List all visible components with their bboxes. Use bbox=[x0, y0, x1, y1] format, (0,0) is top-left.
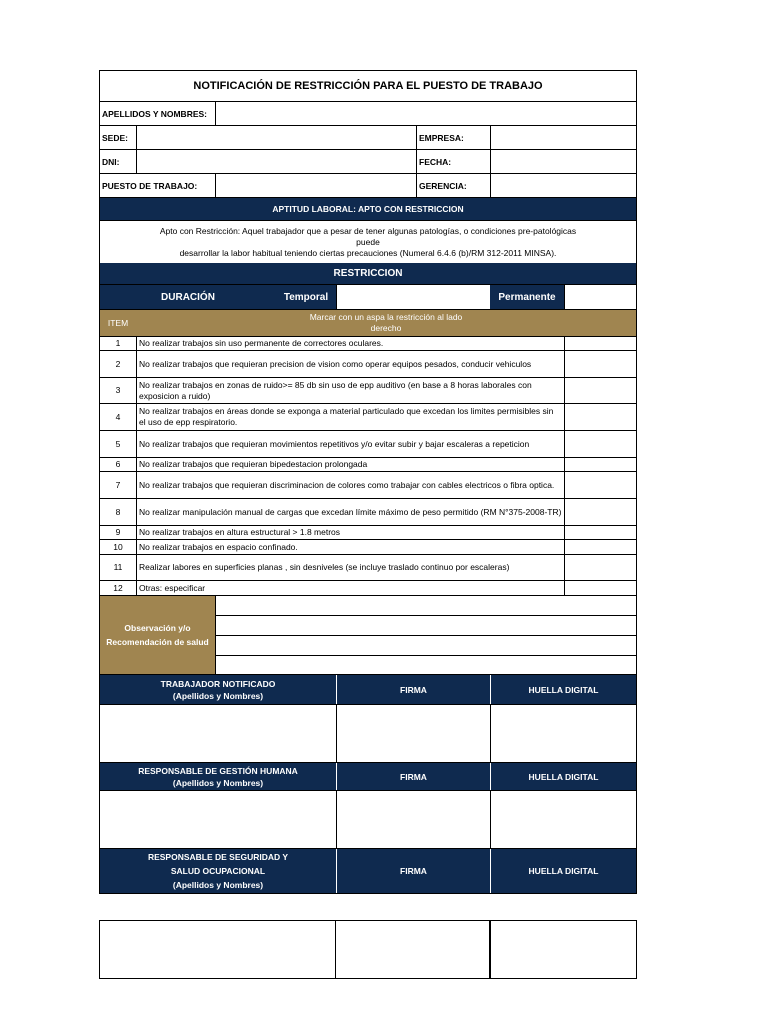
fecha-label: FECHA: bbox=[416, 150, 490, 173]
aptitud-note-line2: puede bbox=[356, 236, 380, 247]
seguridad-label-line2: SALUD OCUPACIONAL bbox=[170, 866, 266, 876]
firma-label-3: FIRMA bbox=[336, 849, 490, 893]
restriccion-header: RESTRICCION bbox=[333, 268, 403, 279]
item-mark-box[interactable] bbox=[564, 472, 636, 498]
item-number: 2 bbox=[115, 358, 121, 369]
item-text: No realizar trabajos en zonas de ruido>= 85 db sin uso de epp auditivo (en base a 8 horas laborales con exposicion a ruido) bbox=[136, 378, 564, 403]
item-text: No realizar trabajos que requieran bipedestacion prolongada bbox=[136, 458, 564, 471]
puesto-label: PUESTO DE TRABAJO: bbox=[102, 180, 198, 191]
seguridad-sig-header bbox=[99, 849, 637, 894]
observacion-line-4[interactable] bbox=[215, 656, 636, 675]
dni-field[interactable] bbox=[136, 150, 416, 173]
firma-label-1: FIRMA bbox=[336, 675, 490, 704]
seguridad-label-line3: (Apellidos y Nombres) bbox=[172, 880, 264, 890]
item-text: No realizar trabajos en áreas donde se exponga a material particulado que excedan los limites permisibles sin el uso de epp respiratorio. bbox=[136, 404, 564, 430]
seguridad-label-line1: RESPONSABLE DE SEGURIDAD Y bbox=[147, 852, 289, 862]
item-number: 8 bbox=[115, 506, 121, 517]
seguridad-name-field[interactable] bbox=[100, 921, 335, 978]
huella-label-3: HUELLA DIGITAL bbox=[490, 849, 636, 893]
item-header-row bbox=[99, 310, 637, 337]
table-row bbox=[99, 555, 637, 581]
gestion-label-line1: RESPONSABLE DE GESTIÓN HUMANA bbox=[138, 765, 298, 776]
marcar-instruction-line1: Marcar con un aspa la restricción al lado bbox=[309, 312, 463, 322]
gestion-label-line2: (Apellidos y Nombres) bbox=[172, 777, 264, 788]
gestion-sig-header bbox=[99, 763, 637, 791]
apellidos-label: APELLIDOS Y NOMBRES: bbox=[102, 108, 208, 119]
permanente-checkbox[interactable] bbox=[564, 285, 636, 309]
item-number: 7 bbox=[115, 479, 121, 490]
item-text: No realizar trabajos que requieran movimientos repetitivos y/o evitar subir y bajar escaleras a repeticion bbox=[136, 431, 564, 457]
trabajador-sig-header bbox=[99, 675, 637, 705]
item-number: 4 bbox=[115, 411, 121, 422]
table-row bbox=[99, 581, 637, 596]
item-number: 9 bbox=[115, 527, 121, 537]
item-number: 6 bbox=[115, 459, 121, 469]
firma-label-2: FIRMA bbox=[336, 763, 490, 790]
item-number: 10 bbox=[113, 541, 123, 552]
sede-label: SEDE: bbox=[102, 132, 128, 143]
table-row bbox=[99, 378, 637, 404]
table-row bbox=[99, 337, 637, 351]
item-number: 3 bbox=[115, 385, 121, 395]
item-mark-box[interactable] bbox=[564, 458, 636, 471]
observacion-line-1[interactable] bbox=[215, 596, 636, 616]
marcar-instruction-line2: derecho bbox=[370, 323, 402, 333]
aptitud-note-line1: Apto con Restricción: Aquel trabajador que a pesar de tener algunas patologías, o condiciones pre-patológicas bbox=[159, 225, 577, 236]
temporal-label: Temporal bbox=[276, 285, 336, 309]
item-header: ITEM bbox=[107, 318, 129, 328]
gestion-name-field[interactable] bbox=[100, 791, 336, 848]
restriccion-header-row bbox=[99, 263, 637, 285]
gestion-firma-field[interactable] bbox=[336, 791, 490, 848]
item-mark-box[interactable] bbox=[564, 378, 636, 403]
item-mark-box[interactable] bbox=[564, 499, 636, 525]
trabajador-label-line1: TRABAJADOR NOTIFICADO bbox=[160, 678, 276, 689]
trabajador-firma-field[interactable] bbox=[336, 705, 490, 762]
table-row bbox=[99, 472, 637, 499]
huella-label-2: HUELLA DIGITAL bbox=[490, 763, 636, 790]
fecha-field[interactable] bbox=[490, 150, 636, 173]
item-number: 12 bbox=[113, 582, 123, 593]
aptitud-header-row bbox=[99, 198, 637, 221]
dni-row bbox=[99, 150, 637, 174]
item-text: No realizar trabajos que requieran discriminacion de colores como trabajar con cables electricos o fibra optica. bbox=[136, 472, 564, 498]
gestion-sig-body bbox=[99, 791, 637, 849]
item-number: 1 bbox=[115, 338, 121, 348]
item-mark-box[interactable] bbox=[564, 431, 636, 457]
gerencia-field[interactable] bbox=[490, 174, 636, 197]
item-mark-box[interactable] bbox=[564, 581, 636, 595]
item-number: 5 bbox=[115, 438, 121, 449]
temporal-checkbox[interactable] bbox=[336, 285, 490, 309]
item-text: No realizar trabajos que requieran precision de vision como operar equipos pesados, conducir vehiculos bbox=[136, 351, 564, 377]
huella-label-1: HUELLA DIGITAL bbox=[490, 675, 636, 704]
observacion-label-line1: Observación y/o bbox=[124, 623, 191, 633]
table-row bbox=[99, 431, 637, 458]
seguridad-firma-field[interactable] bbox=[336, 921, 489, 978]
table-row bbox=[99, 458, 637, 472]
table-row bbox=[99, 526, 637, 540]
trabajador-label-line2: (Apellidos y Nombres) bbox=[172, 690, 264, 701]
title-row bbox=[99, 70, 637, 102]
sede-row bbox=[99, 126, 637, 150]
empresa-field[interactable] bbox=[490, 126, 636, 149]
aptitud-header: APTITUD LABORAL: APTO CON RESTRICCION bbox=[272, 204, 464, 214]
restriction-items bbox=[99, 337, 637, 596]
table-row bbox=[99, 404, 637, 431]
empresa-label: EMPRESA: bbox=[416, 126, 490, 149]
item-text: No realizar trabajos sin uso permanente de correctores oculares. bbox=[136, 337, 564, 350]
item-mark-box[interactable] bbox=[564, 351, 636, 377]
table-row bbox=[99, 351, 637, 378]
item-mark-box[interactable] bbox=[564, 337, 636, 350]
item-mark-box[interactable] bbox=[564, 540, 636, 554]
item-number: 11 bbox=[113, 562, 123, 572]
item-text: No realizar trabajos en espacio confinado. bbox=[136, 540, 564, 554]
item-text: No realizar trabajos en altura estructural > 1.8 metros bbox=[136, 526, 564, 539]
table-row bbox=[99, 499, 637, 526]
seguridad-sig-body bbox=[99, 920, 637, 979]
item-text: No realizar manipulación manual de cargas que excedan límite máximo de peso permitido (RM N°375-2008-TR) bbox=[136, 499, 564, 525]
observacion-line-3[interactable] bbox=[215, 636, 636, 656]
gestion-huella-field[interactable] bbox=[490, 791, 636, 848]
trabajador-huella-field[interactable] bbox=[490, 705, 636, 762]
item-mark-box[interactable] bbox=[564, 555, 636, 580]
puesto-row bbox=[99, 174, 637, 198]
sede-field[interactable] bbox=[136, 126, 416, 149]
observacion-line-2[interactable] bbox=[215, 616, 636, 636]
item-mark-box[interactable] bbox=[564, 404, 636, 430]
restriction-form bbox=[99, 70, 637, 894]
permanente-label: Permanente bbox=[490, 285, 564, 309]
duracion-row bbox=[99, 285, 637, 310]
apellidos-field[interactable] bbox=[215, 102, 636, 125]
item-mark-box[interactable] bbox=[564, 526, 636, 539]
aptitud-note-line3: desarrollar la labor habitual teniendo ciertas precauciones (Numeral 6.4.6 (b)/RM 312-2011 MINSA). bbox=[179, 247, 557, 258]
table-row bbox=[99, 540, 637, 555]
seguridad-huella-field[interactable] bbox=[491, 921, 636, 978]
apellidos-row bbox=[99, 102, 637, 126]
gerencia-label: GERENCIA: bbox=[416, 174, 490, 197]
item-text: Realizar labores en superficies planas , sin desniveles (se incluye traslado continuo por escaleras) bbox=[136, 555, 564, 580]
aptitud-note-row bbox=[99, 221, 637, 263]
trabajador-sig-body bbox=[99, 705, 637, 763]
item-text: Otras: especificar bbox=[136, 581, 564, 595]
trabajador-name-field[interactable] bbox=[100, 705, 336, 762]
observacion-label-line2: Recomendación de salud bbox=[106, 637, 209, 647]
puesto-field[interactable] bbox=[215, 174, 416, 197]
observacion-row bbox=[99, 596, 637, 675]
dni-label: DNI: bbox=[102, 156, 120, 167]
duracion-label: DURACIÓN bbox=[100, 285, 276, 309]
form-title: NOTIFICACIÓN DE RESTRICCIÓN PARA EL PUESTO DE TRABAJO bbox=[193, 80, 543, 92]
